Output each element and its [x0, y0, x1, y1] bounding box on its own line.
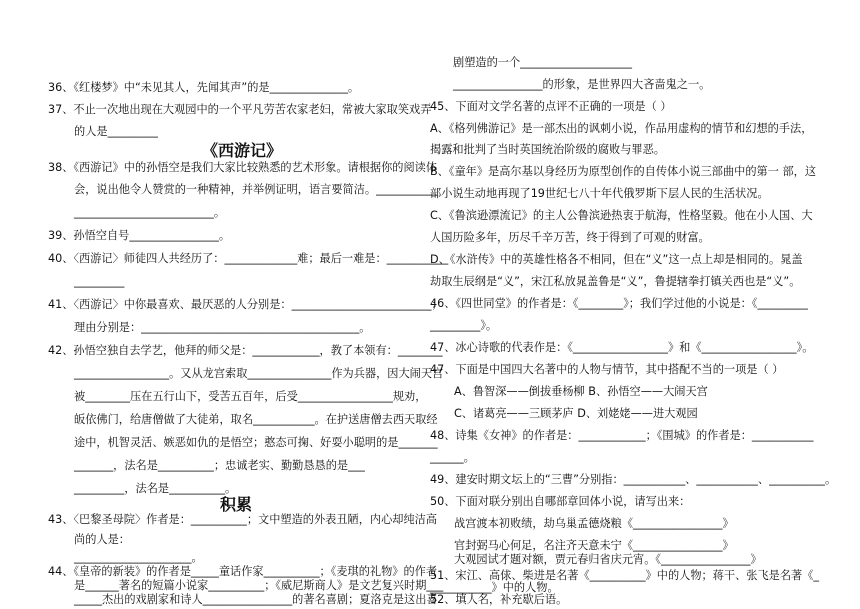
question-43: 43、〈巴黎圣母院〉作者是：__________；文中塑造的外表丑陋，内心却纯洁高 — [48, 513, 438, 526]
question-38-cont: 会，说出他令人赞赏的一种精神，并举例证明，语言要简洁。___________ — [74, 183, 438, 196]
question-51-cont: ___________》中的人物。 — [430, 581, 559, 594]
question-42-cont6: _________，法名是__________。 — [74, 482, 237, 495]
question-49: 49、建安时期文坛上的“三曹”分别指：___________、___________、__________。 — [430, 473, 837, 486]
question-41-cont: 理由分别是：_______________________________________。 — [74, 321, 371, 334]
option-45-b: B、《童年》是高尔基以身经历为原型创作的自传体小说三部曲中的第一 部，这 — [430, 165, 817, 178]
question-41: 41、〈西游记〉中你最喜欢、最厌恶的人分别是：_________________________； — [48, 298, 443, 311]
section-heading-jilei: 积累 — [220, 495, 253, 514]
option-47-cd: C、诸葛亮——三顾茅庐 D、刘姥姥——进大观园 — [454, 407, 698, 420]
question-47a: 47、冰心诗歌的代表作是：《_________________》和《_________________》。 — [430, 341, 814, 354]
couplet-3: 大观园试才题对额，贾元春归省庆元宵。《________________》 — [454, 553, 762, 566]
question-40: 40、〈西游记〉师徒四人共经历了：_____________难；最后一难是：___________ — [48, 252, 449, 265]
question-38-cont2: _________________________。 — [74, 206, 226, 219]
question-42-cont5: _______，法名是__________；忠诚老实、勤勤恳恳的是___ — [74, 459, 365, 472]
question-42: 42、孙悟空独自去学艺，他拜的师父是：____________，教了本领有：________ — [48, 344, 443, 357]
question-36: 36、《红楼梦》中“未见其人，先闻其声”的是______________。 — [48, 81, 360, 94]
question-47b: 47、下面是中国四大名著中的人物与情节，其中搭配不当的一项是（ ） — [430, 363, 784, 376]
question-44-cont2: _____杰出的戏剧家和诗人________________的著名喜剧；夏洛克是这出喜 — [74, 593, 438, 606]
question-40-cont: _________ — [74, 275, 125, 288]
question-43-cont: 尚的人是： — [74, 533, 130, 546]
question-46: 46、《四世同堂》的作者是：《________》；我们学过他的小说是：《_________ — [430, 297, 808, 310]
question-37-cont: 的人是_________ — [74, 125, 158, 138]
question-45: 45、下面对文学名著的点评不正确的一项是（ ） — [430, 100, 672, 113]
question-44-cont: 是______著名的短篇小说家__________；《威尼斯商人》是文艺复兴时期___ — [74, 579, 444, 592]
option-45-c-cont: 人国历险多年，历尽千辛万苦，终于得到了可观的财富。 — [430, 231, 710, 244]
section-heading-xiyouji: 《西游记》 — [202, 141, 283, 160]
question-42-cont4: 途中，机智灵活、嫉恶如仇的是悟空；憨态可掬、好耍小聪明的是_______ — [74, 436, 438, 449]
question-38: 38、《西游记》中的孙悟空是我们大家比较熟悉的艺术形象。请根据你的阅读体 — [48, 161, 438, 174]
question-42-cont1: _________________。又从龙宫索取_______________作为兵器，因大闹天宫 — [74, 367, 444, 380]
question-51: 51、宋江、高俅、柴进是名著《__________》中的人物；蒋干、张飞是名著《_ — [430, 569, 820, 582]
question-44-tail: 剧塑造的一个____________________ — [453, 56, 633, 69]
couplet-2: 官封弼马心何足，名注齐天意未宁《________________》 — [454, 539, 734, 552]
option-47-ab: A、鲁智深——倒拔垂杨柳 B、孙悟空——大闹天宫 — [454, 385, 708, 398]
question-48-cont: ______。 — [430, 451, 475, 464]
question-37: 37、不止一次地出现在大观园中的一个平凡劳苦农家老妇，常被大家取笑戏弄 — [48, 103, 432, 116]
question-43-cont2: _____________________。 — [74, 551, 203, 564]
option-45-a: A、《格列佛游记》是一部杰出的讽刺小说，作品用虚构的情节和幻想的手法， — [430, 122, 813, 135]
question-50: 50、下面对联分别出自哪部章回体小说，请写出来： — [430, 495, 691, 508]
option-45-c: C、《鲁滨逊漂流记》的主人公鲁滨逊热衷于航海，性格坚毅。他在小人国、大 — [430, 209, 813, 222]
option-45-d-cont: 劫取生辰纲是“义”，宋江私放晁盖鲁是“义”，鲁提辖拳打镇关西也是“义”。 — [430, 275, 801, 288]
option-45-d: D、《水浒传》中的英雄性格各不相同，但在“义”这一点上却是相同的。晁盖 — [430, 253, 803, 266]
option-45-b-cont: 部小说生动地再现了19世纪七八十年代俄罗斯下层人民的生活状况。 — [430, 187, 769, 200]
question-39: 39、孙悟空自号________________。 — [48, 229, 231, 242]
question-48: 48、诗集《女神》的作者是：____________；《围城》的作者是：___________ — [430, 429, 814, 442]
option-45-a-cont: 揭露和批判了当时英国统治阶级的腐败与罪恶。 — [430, 143, 665, 156]
question-52: 52、填人名，补充歇后语。 — [430, 593, 568, 606]
question-46-cont: _________》。 — [430, 319, 498, 332]
couplet-1: 战宫渡本初败绩，劫乌巢孟德烧粮《________________》 — [454, 517, 734, 530]
question-44-tail2: ________________的形象，是世界四大吝啬鬼之一。 — [453, 78, 711, 91]
question-42-cont2: 被________压在五行山下，受苦五百年，后受_________________规劝， — [74, 390, 427, 403]
question-44: 44、《皇帝的新装》的作者是_____童话作家__________；《麦琪的礼物》的作者 — [48, 565, 438, 578]
question-42-cont3: 皈依佛门，给唐僧做了大徒弟，取名___________。在护送唐僧去西天取经 — [74, 413, 438, 426]
